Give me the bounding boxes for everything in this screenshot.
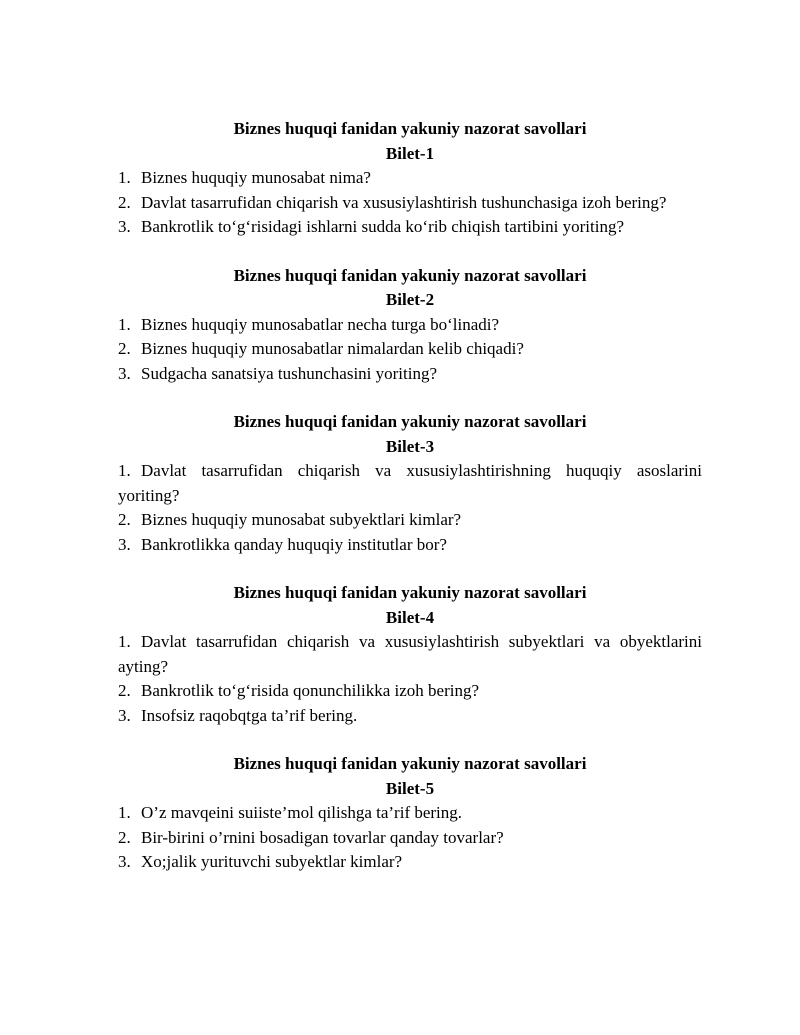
ticket-title: Biznes huquqi fanidan yakuniy nazorat savollari (233, 412, 587, 431)
ticket-number: Bilet-2 (385, 290, 435, 309)
question-number: 2. (118, 192, 131, 212)
ticket-number: Bilet-4 (385, 607, 435, 627)
question-number: 2. (118, 339, 131, 358)
question-text: Bankrotlikka qanday huquqiy institutlar bor? (141, 534, 447, 554)
question-item (118, 508, 702, 533)
question-number: 2. (118, 827, 131, 847)
question-number: 1. (118, 168, 131, 187)
ticket-title: Biznes huquqi fanidan yakuniy nazorat savollari (233, 754, 587, 773)
question-number: 3. (118, 534, 131, 554)
question-number: 3. (118, 217, 131, 236)
question-item (118, 630, 702, 679)
question-text: Biznes huquqiy munosabat subyektlari kimlar? (141, 510, 462, 529)
ticket-5 (118, 752, 702, 875)
question-text: Biznes huquqiy munosabatlar necha turga bo‘linadi? (141, 314, 500, 334)
question-number: 3. (118, 852, 131, 871)
question-text: Bir-birini o’rnini bosadigan tovarlar qanday tovarlar? (141, 827, 504, 847)
ticket-title: Biznes huquqi fanidan yakuniy nazorat savollari (233, 119, 587, 138)
question-item (118, 459, 702, 508)
question-text: Biznes huquqiy munosabatlar nimalardan kelib chiqadi? (141, 339, 524, 358)
question-number: 2. (118, 510, 131, 529)
question-item (118, 801, 702, 826)
question-number: 2. (118, 681, 131, 700)
document-page (118, 117, 702, 899)
question-item (118, 362, 702, 387)
question-item (118, 313, 702, 338)
ticket-title: Biznes huquqi fanidan yakuniy nazorat savollari (233, 265, 587, 285)
ticket-title: Biznes huquqi fanidan yakuniy nazorat savollari (233, 583, 587, 602)
ticket-4 (118, 581, 702, 728)
question-text: Sudgacha sanatsiya tushunchasini yoriting? (141, 363, 438, 383)
question-number: 3. (118, 705, 131, 725)
ticket-number: Bilet-1 (385, 143, 435, 163)
question-item (118, 826, 702, 851)
ticket-number: Bilet-3 (385, 436, 435, 456)
question-item (118, 533, 702, 558)
question-number: 3. (118, 363, 131, 383)
question-text: Xo;jalik yurituvchi subyektlar kimlar? (141, 852, 403, 871)
question-item (118, 337, 702, 362)
question-item (118, 191, 702, 216)
ticket-3 (118, 410, 702, 557)
question-number: 1. (118, 632, 131, 651)
question-number: 1. (118, 314, 131, 334)
question-text: O’z mavqeini suiiste’mol qilishga ta’rif bering. (141, 803, 463, 822)
question-item (118, 704, 702, 729)
question-number: 1. (118, 461, 131, 480)
question-item (118, 215, 702, 240)
question-item (118, 850, 702, 875)
question-item (118, 679, 702, 704)
ticket-number: Bilet-5 (385, 778, 435, 798)
question-text: Davlat tasarrufidan chiqarish va xususiylashtirishning huquqiy asoslarini yoriting? (118, 461, 702, 505)
ticket-2 (118, 264, 702, 387)
question-text: Bankrotlik to‘g‘risidagi ishlarni sudda ko‘rib chiqish tartibini yoriting? (141, 217, 625, 236)
question-text: Insofsiz raqobqtga ta’rif bering. (141, 705, 358, 725)
question-text: Davlat tasarrufidan chiqarish va xususiylashtirish subyektlari va obyektlarini ayting? (118, 632, 702, 676)
ticket-1 (118, 117, 702, 240)
question-text: Biznes huquqiy munosabat nima? (141, 168, 371, 187)
question-text: Davlat tasarrufidan chiqarish va xususiylashtirish tushunchasiga izoh bering? (141, 192, 667, 212)
question-number: 1. (118, 803, 131, 822)
question-text: Bankrotlik to‘g‘risida qonunchilikka izoh bering? (141, 681, 480, 700)
question-item (118, 166, 702, 191)
